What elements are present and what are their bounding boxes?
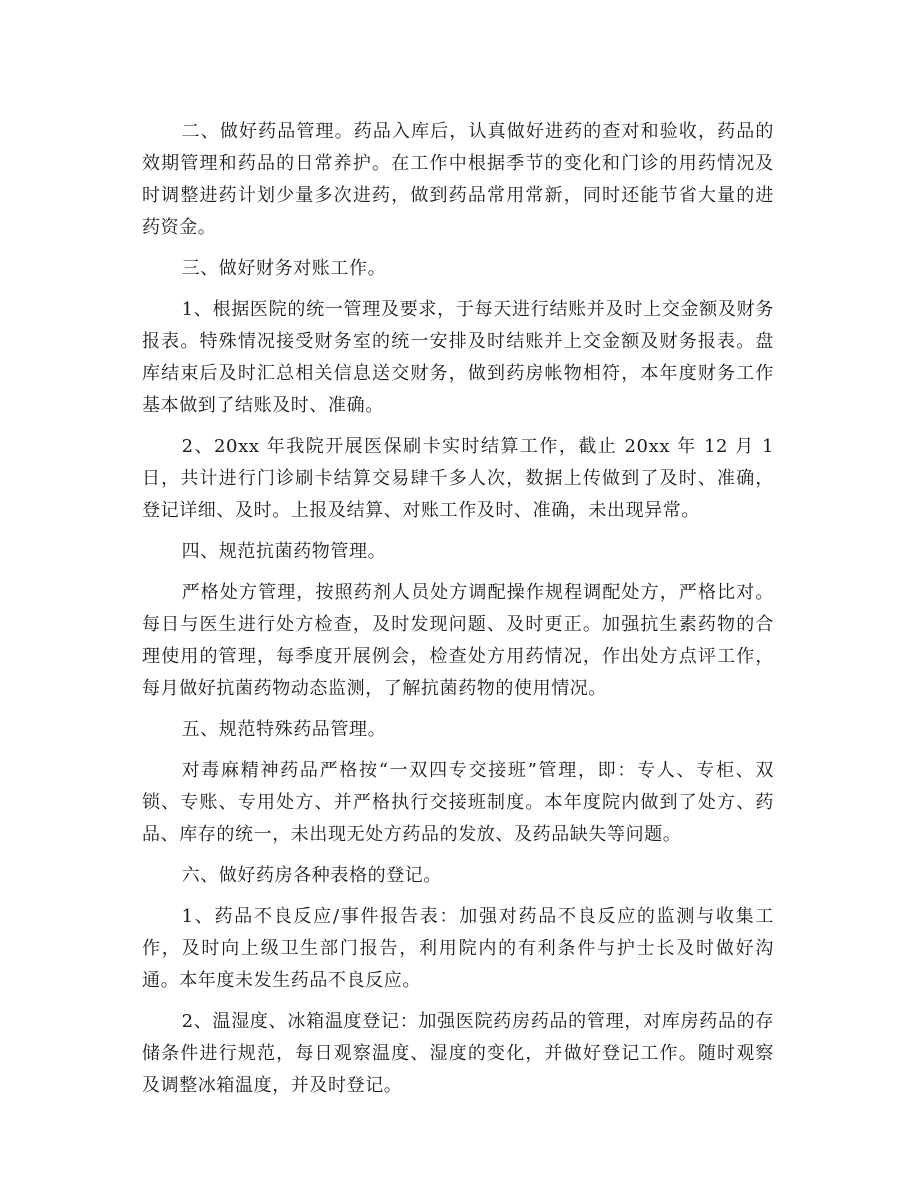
paragraph-prescription-management: 严格处方管理，按照药剂人员处方调配操作规程调配处方，严格比对。每日与医生进行处方检查，及时发现问题、及时更正。加强抗生素药物的合理使用的管理，每季度开展例会，检查处方用药情况，作出处方点评工作，每月做好抗菌药物动态监测，了解抗菌药物的使用情况。 — [142, 582, 774, 699]
heading-form-registration: 六、做好药房各种表格的登记。 — [181, 865, 442, 886]
paragraph-narcotics-control: 对毒麻精神药品严格按“一双四专交接班”管理，即：专人、专柜、双锁、专账、专用处方、并严格执行交接班制度。本年度院内做到了处方、药品、库存的统一，未出现无处方药品的发放、及药品缺失等问题。 — [142, 760, 774, 845]
heading-finance-reconciliation: 三、做好财务对账工作。 — [181, 258, 387, 279]
heading-special-drugs: 五、规范特殊药品管理。 — [181, 719, 387, 740]
paragraph-insurance-settlement: 2、20xx 年我院开展医保刷卡实时结算工作，截止 20xx 年 12 月 1 日，共计进行门诊刷卡结算交易肆千多人次，数据上传做到了及时、准确，登记详细、及时。上报及结算、对账工作及时、准确，未出现异常。 — [142, 436, 774, 521]
paragraph-temperature-log: 2、温湿度、冰箱温度登记：加强医院药房药品的管理，对库房药品的存储条件进行规范，每日观察温度、湿度的变化，并做好登记工作。随时观察及调整冰箱温度，并及时登记。 — [142, 1011, 774, 1096]
paragraph-drug-management: 二、做好药品管理。药品入库后，认真做好进药的查对和验收，药品的效期管理和药品的日常养护。在工作中根据季节的变化和门诊的用药情况及时调整进药计划少量多次进药，做到药品常用常新，同时还能节省大量的进药资金。 — [142, 121, 774, 238]
document-body — [142, 116, 774, 1111]
paragraph-daily-settlement: 1、根据医院的统一管理及要求，于每天进行结账并及时上交金额及财务报表。特殊情况接受财务室的统一安排及时结账并上交金额及财务报表。盘库结束后及时汇总相关信息送交财务，做到药房帐物相符，本年度财务工作基本做到了结账及时、准确。 — [142, 299, 774, 416]
paragraph-adverse-reaction-report: 1、药品不良反应/事件报告表：加强对药品不良反应的监测与收集工作，及时向上级卫生部门报告，利用院内的有利条件与护士长及时做好沟通。本年度未发生药品不良反应。 — [142, 906, 774, 991]
heading-antibiotic-management: 四、规范抗菌药物管理。 — [181, 541, 387, 562]
